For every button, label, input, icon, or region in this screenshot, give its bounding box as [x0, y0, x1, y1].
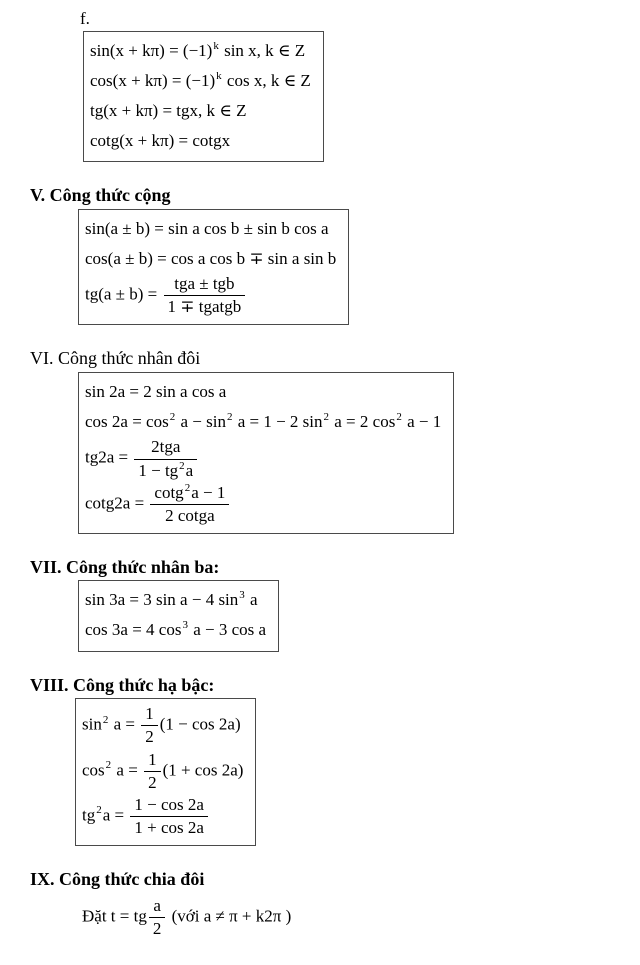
formula-line	[85, 482, 441, 527]
formula-text: sin(a ± b) = sin a cos b ± sin b cos a	[85, 218, 329, 238]
formula-text: a =	[102, 805, 129, 825]
formula-text: 1	[148, 749, 157, 769]
formula-line	[85, 214, 336, 244]
formula-text: 2tga	[151, 437, 181, 457]
fraction-numerator	[149, 895, 166, 917]
formula-line	[82, 794, 243, 839]
formula-text: tg(a ± b) =	[85, 284, 162, 304]
formula-text: cos(a ± b) = cos a cos b ∓ sin a sin b	[85, 248, 337, 268]
formula-text: 1	[145, 704, 154, 724]
formula-text: a	[153, 896, 161, 916]
formula-text: tg	[82, 805, 96, 825]
formula-text: tga ± tgb	[174, 274, 235, 294]
section-heading-vi: VI. Công thức nhân đôi	[30, 348, 201, 369]
superscript: 3	[182, 619, 188, 632]
formula-text: cotg2a =	[85, 493, 149, 513]
formula-text: a	[185, 460, 194, 480]
fraction-denominator	[149, 917, 166, 940]
fraction	[162, 273, 248, 318]
section-heading-viii: VIII. Công thức hạ bậc:	[30, 674, 215, 695]
formula-text: a − 1	[402, 411, 442, 431]
formula-text: sin 3a = 3 sin a − 4 sin	[85, 590, 239, 610]
formula-text: a =	[112, 760, 143, 779]
superscript: 2	[102, 713, 109, 726]
sections	[30, 8, 630, 941]
formula-text: cos x, k ∈ Z	[222, 71, 311, 90]
superscript: 2	[96, 804, 102, 817]
fraction	[128, 794, 210, 839]
fraction-numerator	[164, 273, 246, 295]
section-ix	[30, 868, 630, 941]
section-heading-ix: IX. Công thức chia đôi	[30, 868, 205, 889]
formula-text: a − sin	[176, 411, 226, 431]
fraction-denominator	[144, 771, 161, 794]
fraction-denominator	[141, 725, 158, 748]
superscript: 2	[105, 759, 112, 771]
superscript: 2	[184, 481, 191, 494]
formula-text: 2	[152, 919, 162, 939]
section-vi	[30, 347, 630, 533]
formula-text: a	[245, 590, 258, 610]
formula-line	[85, 615, 266, 645]
fraction	[132, 436, 199, 481]
formula-text: sin(x + kπ) = (−1)	[90, 41, 213, 61]
formula-text: cos 2a = cos	[85, 411, 169, 431]
formula-text: 2 cotga	[165, 505, 215, 525]
fraction-denominator	[130, 816, 208, 839]
superscript: k	[216, 70, 222, 82]
formula-box-f	[83, 31, 324, 162]
fraction-denominator	[150, 504, 229, 527]
formula-text: 1 − cos 2a	[134, 794, 204, 814]
formula-box-vi	[78, 372, 454, 534]
fraction-numerator	[144, 749, 161, 771]
formula-text: 1 ∓ tgatgb	[167, 297, 242, 317]
formula-text: cotg(x + kπ) = cotgx	[90, 130, 231, 150]
formula-text: tg(x + kπ) = tgx, k ∈ Z	[90, 100, 247, 120]
formula-line	[85, 407, 441, 437]
formula-text: a − 1	[191, 482, 226, 502]
fraction-denominator	[164, 295, 246, 318]
fraction	[148, 482, 231, 527]
section-heading-v: V. Công thức cộng	[30, 185, 171, 206]
superscript: 2	[323, 410, 330, 423]
formula-text: cos	[82, 760, 105, 779]
section-v	[30, 184, 630, 325]
formula-text: cotg	[154, 482, 184, 502]
formula-text: a =	[109, 714, 140, 734]
superscript: 2	[226, 410, 233, 423]
formula-text: 1 + cos 2a	[134, 817, 204, 837]
superscript: k	[213, 40, 219, 53]
formula-text: (với a ≠ π + k2π )	[167, 906, 292, 926]
formula-text: sin x, k ∈ Z	[219, 41, 306, 61]
fraction-numerator	[130, 794, 208, 816]
formula-line	[85, 436, 441, 481]
formula-line	[85, 244, 336, 274]
superscript: 3	[239, 589, 245, 602]
formula-line	[82, 703, 243, 748]
section-heading-f: f.	[80, 9, 90, 28]
section-vii	[30, 556, 630, 652]
formula-text: cos 3a = 4 cos	[85, 620, 182, 640]
formula-text: 2	[145, 727, 154, 747]
section-f	[30, 8, 630, 162]
formula-area-ix	[82, 895, 630, 940]
fraction	[139, 703, 160, 748]
formula-line	[82, 895, 630, 940]
formula-text: Đặt t = tg	[82, 906, 147, 926]
fraction-numerator	[150, 482, 229, 504]
fraction	[142, 749, 163, 794]
formula-text: sin	[82, 714, 102, 734]
formula-text: a = 2 cos	[330, 411, 396, 431]
section-heading-vii: VII. Công thức nhân ba:	[30, 556, 220, 577]
formula-box-viii	[75, 698, 256, 846]
fraction	[147, 895, 168, 940]
fraction-numerator	[134, 436, 197, 458]
superscript: 2	[396, 410, 402, 423]
formula-text: (1 − cos 2a)	[159, 714, 241, 734]
formula-text: 1 − tg	[138, 460, 179, 480]
formula-text: (1 + cos 2a)	[162, 760, 244, 779]
formula-line	[90, 66, 311, 96]
formula-text: a = 1 − 2 sin	[233, 411, 323, 431]
formula-box-vii	[78, 580, 279, 652]
section-viii	[30, 674, 630, 846]
fraction-denominator	[134, 459, 197, 482]
formula-line	[90, 126, 311, 156]
formula-text: 2	[148, 772, 157, 792]
formula-text: sin 2a = 2 sin a cos a	[85, 381, 227, 401]
formula-line	[82, 749, 243, 794]
formula-line	[90, 96, 311, 126]
formula-line	[85, 273, 336, 318]
fraction-numerator	[141, 703, 158, 725]
formula-text: a − 3 cos a	[188, 620, 267, 640]
formula-text: cos(x + kπ) = (−1)	[90, 71, 216, 90]
formula-box-v	[78, 209, 349, 326]
superscript: 2	[169, 410, 176, 423]
formula-text: tg2a =	[85, 447, 133, 467]
formula-line	[90, 36, 311, 66]
formula-line	[85, 585, 266, 615]
superscript: 2	[179, 459, 185, 472]
formula-line	[85, 377, 441, 407]
